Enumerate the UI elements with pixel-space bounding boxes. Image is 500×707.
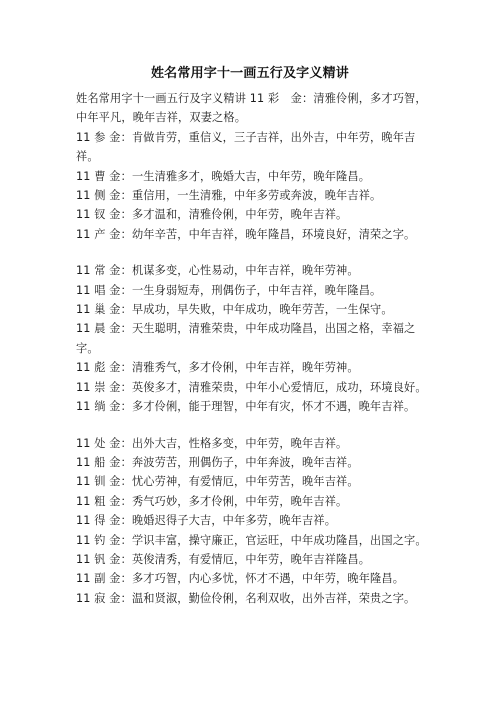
entry-fan: 11 钒 金：英俊清秀，有爱情厄，中年劳，晚年吉祥隆昌。 (76, 552, 371, 566)
entry-chang: 11 常 金：机谋多变，心性易动，中年吉祥，晚年劳神。 (76, 264, 359, 278)
entry-chang2: 11 唱 金：一生身弱短寿，刑偶伤子，中年吉祥，晚年隆昌。 (76, 283, 382, 297)
entry-ji: 11 寂 金：温和贤淑，勤俭伶俐，名利双收，出外吉祥，荣贵之字。 (76, 591, 416, 605)
entry-ce: 11 侧 金：重信用，一生清雅，中年多劳或奔波，晚年吉祥。 (76, 189, 382, 203)
entry-chu: 11 处 金：出外大吉，性格多变，中年劳，晚年吉祥。 (76, 436, 348, 450)
entry-cao: 11 曹 金：一生清雅多才，晚婚大吉，中年劳，晚年隆昌。 (76, 169, 371, 183)
entry-chai: 11 钗 金：多才温和，清雅伶俐，中年劳，晚年吉祥。 (76, 208, 348, 222)
document-body (76, 89, 432, 608)
entry-can: 11 参 金：肯做肯劳，重信义，三子吉祥，出外吉，中年劳，晚年吉祥。 (76, 130, 416, 164)
entry-biao: 11 彪 金：清雅秀气，多才伶俐，中年吉祥，晚年劳神。 (76, 361, 359, 375)
entry-chen: 11 晨 金：天生聪明，清雅荣贵，中年成功隆昌，出国之格，幸福之字。 (76, 322, 416, 355)
entry-chong: 11 崇 金：英俊多才，清雅荣贵，中年小心爱情厄，成功，环境良好。 (76, 380, 427, 394)
entry-shang: 11 绱 金：多才伶俐，能于理智，中年有灾，怀才不遇，晚年吉祥。 (76, 400, 416, 414)
entry-chuan: 11 船 金：奔波劳苦，刑偶伤子，中年奔波，晚年吉祥。 (76, 455, 359, 469)
paragraph-intro: 姓名常用字十一画五行及字义精讲 11 彩 金：清雅伶俐，多才巧智，中年平凡，晚年吉祥，双妻之格。 (76, 92, 427, 125)
document-title: 姓名常用字十一画五行及字义精讲 (150, 66, 349, 81)
entry-chuan2: 11 钏 金：忧心劳神，有爱情厄，中年劳苦，晚年吉祥。 (76, 475, 359, 489)
entry-chao: 11 巢 金：早成功，早失败，中年成功，晚年劳苦，一生保守。 (76, 303, 393, 317)
entry-cu: 11 粗 金：秀气巧妙，多才伶俐，中年劳，晚年吉祥。 (76, 494, 348, 508)
entry-fu: 11 副 金：多才巧智，内心多忧，怀才不遇，中年劳，晚年隆昌。 (76, 572, 405, 586)
entry-diao: 11 钓 金：学识丰富，操守廉正，官运旺，中年成功隆昌，出国之字。 (76, 533, 427, 547)
entry-de: 11 得 金：晚婚迟得子大吉，中年多劳，晚年吉祥。 (76, 514, 337, 528)
entry-chan: 11 产 金：幼年辛苦，中年吉祥，晚年隆昌，环境良好，清荣之字。 (76, 227, 416, 241)
